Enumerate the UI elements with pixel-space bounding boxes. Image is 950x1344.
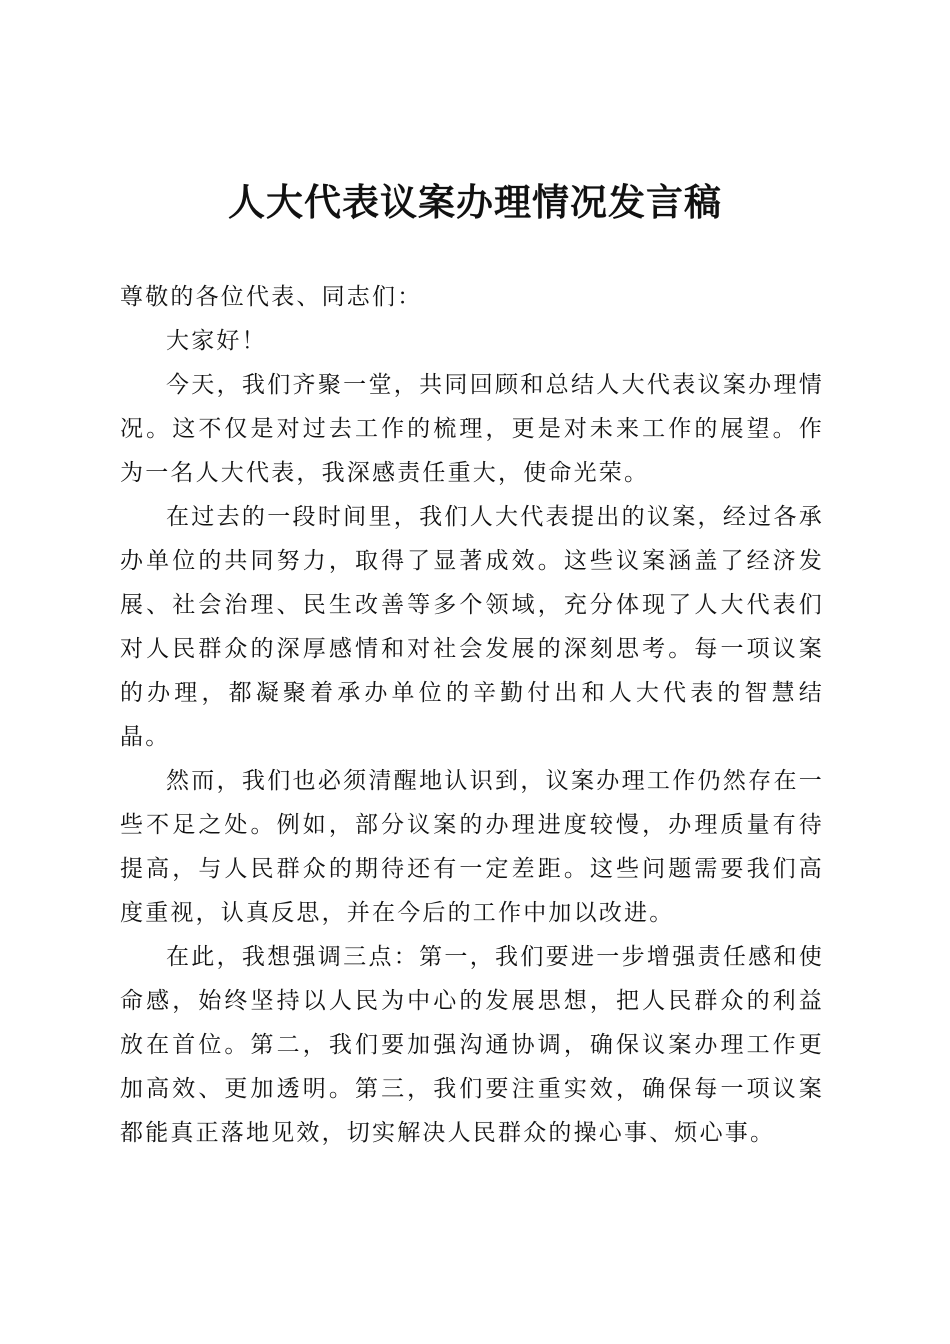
paragraph-greeting: 大家好！ [166, 328, 267, 354]
paragraph-achievements: 在过去的一段时间里，我们人大代表提出的议案，经过各承办单位的共同努力，取得了显著成效。这些议案涵盖了经济发展、社会治理、民生改善等多个领域，充分体现了人大代表们对人民群众的深厚感情和对社会发展的深刻思考。每一项议案的办理，都凝聚着承办单位的辛勤付出和人大代表的智慧结晶。 [120, 504, 824, 750]
paragraph-shortcomings: 然而，我们也必须清醒地认识到，议案办理工作仍然存在一些不足之处。例如，部分议案的办理进度较慢，办理质量有待提高，与人民群众的期待还有一定差距。这些问题需要我们高度重视，认真反思，并在今后的工作中加以改进。 [120, 768, 824, 926]
document-body [120, 275, 824, 1155]
document-title: 人大代表议案办理情况发言稿 [228, 180, 722, 224]
paragraph-three-points: 在此，我想强调三点：第一，我们要进一步增强责任感和使命感，始终坚持以人民为中心的发展思想，把人民群众的利益放在首位。第二，我们要加强沟通协调，确保议案办理工作更加高效、更加透明。第三，我们要注重实效，确保每一项议案都能真正落地见效，切实解决人民群众的操心事、烦心事。 [120, 944, 824, 1146]
paragraph-intro: 今天，我们齐聚一堂，共同回顾和总结人大代表议案办理情况。这不仅是对过去工作的梳理，更是对未来工作的展望。作为一名人大代表，我深感责任重大，使命光荣。 [120, 372, 824, 486]
salutation: 尊敬的各位代表、同志们： [120, 284, 423, 310]
